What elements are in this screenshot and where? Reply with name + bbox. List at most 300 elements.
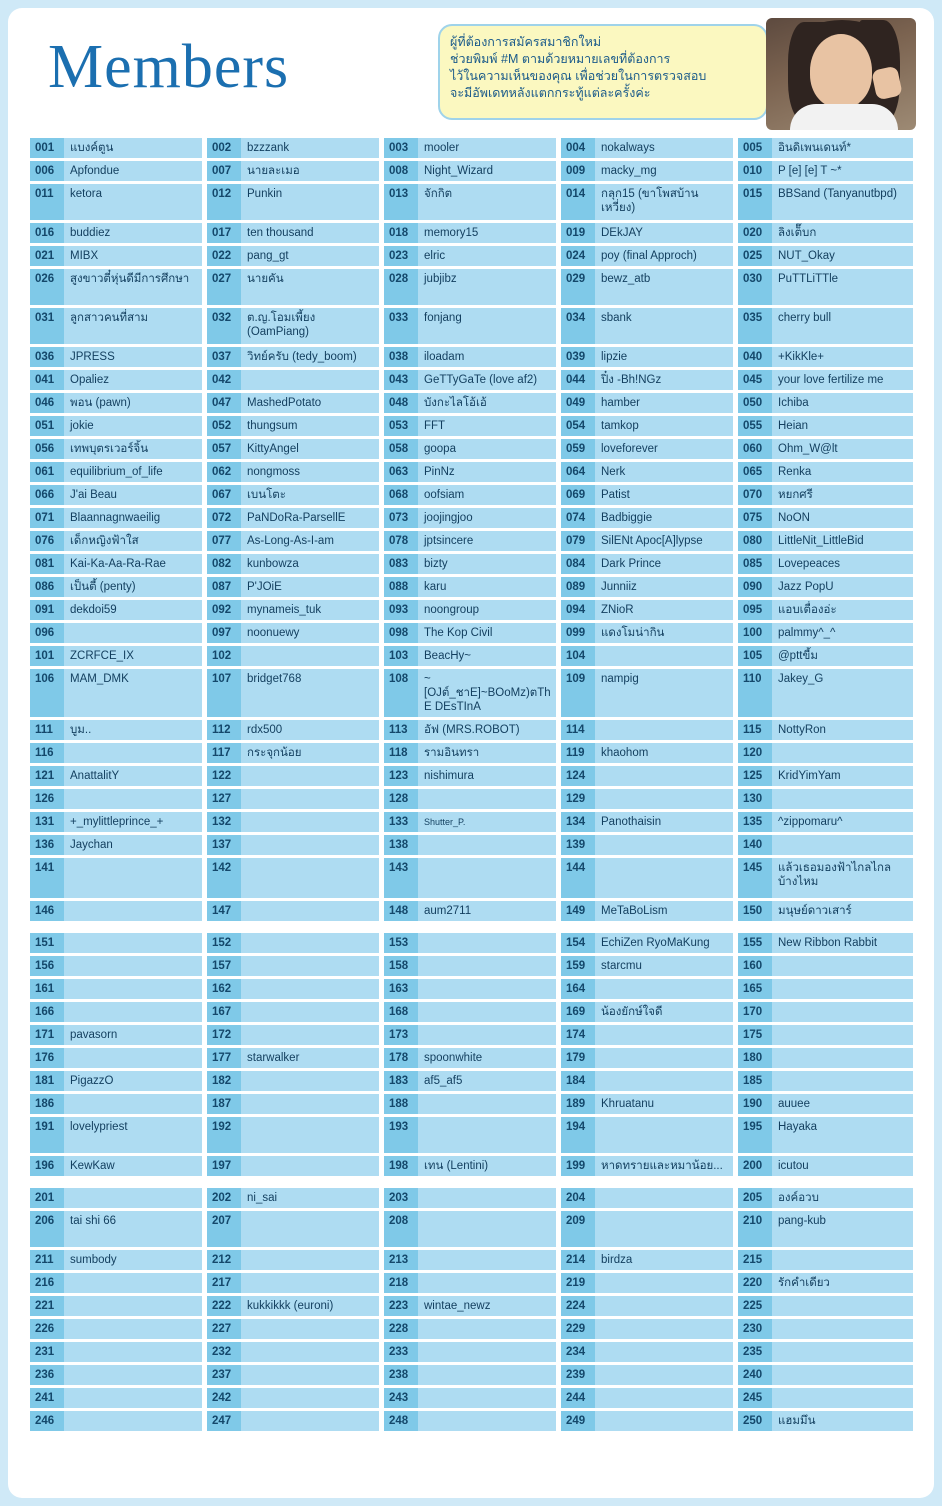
- member-cell[interactable]: [738, 393, 913, 413]
- member-cell[interactable]: [384, 1319, 556, 1339]
- member-cell[interactable]: [207, 835, 379, 855]
- member-cell[interactable]: [561, 858, 733, 898]
- member-cell[interactable]: [384, 1025, 556, 1045]
- member-cell[interactable]: [561, 901, 733, 921]
- member-cell[interactable]: [738, 485, 913, 505]
- member-name: Dark Prince: [595, 554, 733, 574]
- member-number: 185: [738, 1071, 772, 1091]
- member-number: 017: [207, 223, 241, 243]
- member-cell[interactable]: [738, 1273, 913, 1293]
- member-cell[interactable]: [561, 1211, 733, 1247]
- member-cell[interactable]: [561, 347, 733, 367]
- member-cell[interactable]: [30, 623, 202, 643]
- member-cell[interactable]: [561, 184, 733, 220]
- member-cell[interactable]: [384, 1117, 556, 1153]
- member-cell[interactable]: [207, 1411, 379, 1431]
- member-cell[interactable]: [30, 720, 202, 740]
- member-cell[interactable]: [561, 308, 733, 344]
- member-cell[interactable]: [207, 308, 379, 344]
- member-cell[interactable]: [384, 223, 556, 243]
- member-name: Punkin: [241, 184, 379, 220]
- member-cell[interactable]: [207, 416, 379, 436]
- member-cell[interactable]: [207, 743, 379, 763]
- member-cell[interactable]: [561, 531, 733, 551]
- member-cell[interactable]: [561, 812, 733, 832]
- member-cell[interactable]: [738, 1117, 913, 1153]
- member-name: [595, 1211, 733, 1247]
- member-cell[interactable]: [30, 370, 202, 390]
- member-cell[interactable]: [384, 370, 556, 390]
- member-cell[interactable]: [384, 485, 556, 505]
- member-cell[interactable]: [30, 161, 202, 181]
- member-cell[interactable]: [30, 933, 202, 953]
- member-name: palmmy^_^: [772, 623, 913, 643]
- member-cell[interactable]: [207, 439, 379, 459]
- member-cell[interactable]: [30, 1211, 202, 1247]
- member-cell[interactable]: [207, 184, 379, 220]
- member-cell[interactable]: [384, 1342, 556, 1362]
- member-cell[interactable]: [207, 1365, 379, 1385]
- member-number: 060: [738, 439, 772, 459]
- member-cell[interactable]: [561, 1071, 733, 1091]
- member-cell[interactable]: [30, 1048, 202, 1068]
- member-cell[interactable]: [561, 416, 733, 436]
- member-name: [241, 979, 379, 999]
- member-cell[interactable]: [207, 1002, 379, 1022]
- member-cell[interactable]: [384, 1048, 556, 1068]
- member-number: 081: [30, 554, 64, 574]
- member-cell[interactable]: [207, 393, 379, 413]
- member-cell[interactable]: [30, 1094, 202, 1114]
- member-cell[interactable]: [738, 462, 913, 482]
- member-name: [64, 1273, 202, 1293]
- member-cell[interactable]: [738, 1156, 913, 1176]
- member-cell[interactable]: [384, 789, 556, 809]
- member-name: เบนโตะ: [241, 485, 379, 505]
- member-number: 100: [738, 623, 772, 643]
- member-cell[interactable]: [561, 439, 733, 459]
- member-cell[interactable]: [207, 1342, 379, 1362]
- member-cell[interactable]: [30, 554, 202, 574]
- member-cell[interactable]: [738, 1002, 913, 1022]
- member-cell[interactable]: [561, 766, 733, 786]
- member-cell[interactable]: [30, 416, 202, 436]
- member-name: [241, 1071, 379, 1091]
- member-cell[interactable]: [738, 835, 913, 855]
- member-cell[interactable]: [207, 956, 379, 976]
- member-cell[interactable]: [30, 269, 202, 305]
- member-cell[interactable]: [738, 933, 913, 953]
- member-cell[interactable]: [561, 269, 733, 305]
- member-cell[interactable]: [384, 1071, 556, 1091]
- member-cell[interactable]: [738, 577, 913, 597]
- member-cell[interactable]: [561, 1048, 733, 1068]
- member-cell[interactable]: [561, 1156, 733, 1176]
- member-cell[interactable]: [561, 246, 733, 266]
- member-cell[interactable]: [384, 623, 556, 643]
- member-cell[interactable]: [207, 1048, 379, 1068]
- member-cell[interactable]: [738, 812, 913, 832]
- member-cell[interactable]: [30, 979, 202, 999]
- member-cell[interactable]: [384, 1273, 556, 1293]
- member-cell[interactable]: [384, 669, 556, 717]
- member-number: 167: [207, 1002, 241, 1022]
- member-cell[interactable]: [561, 933, 733, 953]
- member-cell[interactable]: [207, 223, 379, 243]
- member-cell[interactable]: [561, 577, 733, 597]
- member-cell[interactable]: [561, 956, 733, 976]
- member-cell[interactable]: [738, 1094, 913, 1114]
- member-cell[interactable]: [738, 370, 913, 390]
- member-cell[interactable]: [207, 1025, 379, 1045]
- member-cell[interactable]: [738, 766, 913, 786]
- member-cell[interactable]: [30, 766, 202, 786]
- member-cell[interactable]: [561, 161, 733, 181]
- member-cell[interactable]: [384, 600, 556, 620]
- member-cell[interactable]: [30, 600, 202, 620]
- member-cell[interactable]: [30, 577, 202, 597]
- member-cell[interactable]: [738, 508, 913, 528]
- member-cell[interactable]: [207, 1250, 379, 1270]
- member-number: 057: [207, 439, 241, 459]
- member-cell[interactable]: [207, 1156, 379, 1176]
- member-cell[interactable]: [738, 554, 913, 574]
- member-cell[interactable]: [561, 835, 733, 855]
- member-cell[interactable]: [384, 812, 556, 832]
- member-cell[interactable]: [384, 347, 556, 367]
- member-cell[interactable]: [384, 308, 556, 344]
- member-cell[interactable]: [384, 246, 556, 266]
- member-cell[interactable]: [207, 1188, 379, 1208]
- member-name: wintae_newz: [418, 1296, 556, 1316]
- member-cell[interactable]: [561, 789, 733, 809]
- member-cell[interactable]: [561, 1296, 733, 1316]
- member-cell[interactable]: [738, 1025, 913, 1045]
- member-cell[interactable]: [30, 138, 202, 158]
- member-cell[interactable]: [207, 577, 379, 597]
- member-cell[interactable]: [738, 439, 913, 459]
- member-cell[interactable]: [561, 1188, 733, 1208]
- table-row: [30, 1365, 914, 1385]
- member-cell[interactable]: [561, 462, 733, 482]
- member-cell[interactable]: [738, 308, 913, 344]
- member-cell[interactable]: [384, 462, 556, 482]
- member-number: 239: [561, 1365, 595, 1385]
- member-cell[interactable]: [30, 485, 202, 505]
- member-cell[interactable]: [30, 308, 202, 344]
- member-cell[interactable]: [384, 416, 556, 436]
- member-number: 066: [30, 485, 64, 505]
- member-cell[interactable]: [207, 623, 379, 643]
- member-cell[interactable]: [207, 246, 379, 266]
- member-cell[interactable]: [561, 1342, 733, 1362]
- member-number: 089: [561, 577, 595, 597]
- member-cell[interactable]: [738, 138, 913, 158]
- member-cell[interactable]: [738, 223, 913, 243]
- member-cell[interactable]: [30, 1117, 202, 1153]
- table-row: [30, 308, 914, 344]
- member-number: 114: [561, 720, 595, 740]
- member-cell[interactable]: [738, 858, 913, 898]
- member-cell[interactable]: [207, 1319, 379, 1339]
- member-name: lipzie: [595, 347, 733, 367]
- member-cell[interactable]: [384, 554, 556, 574]
- member-number: 004: [561, 138, 595, 158]
- member-cell[interactable]: [30, 531, 202, 551]
- member-cell[interactable]: [30, 789, 202, 809]
- member-cell[interactable]: [738, 646, 913, 666]
- member-cell[interactable]: [561, 393, 733, 413]
- member-cell[interactable]: [738, 161, 913, 181]
- member-cell[interactable]: [738, 416, 913, 436]
- member-cell[interactable]: [738, 1365, 913, 1385]
- member-cell[interactable]: [30, 462, 202, 482]
- member-cell[interactable]: [561, 1094, 733, 1114]
- member-cell[interactable]: [738, 1188, 913, 1208]
- member-cell[interactable]: [207, 1273, 379, 1293]
- member-cell[interactable]: [30, 901, 202, 921]
- member-cell[interactable]: [207, 600, 379, 620]
- member-cell[interactable]: [561, 1388, 733, 1408]
- member-cell[interactable]: [207, 789, 379, 809]
- member-cell[interactable]: [384, 1094, 556, 1114]
- member-cell[interactable]: [207, 1094, 379, 1114]
- member-cell[interactable]: [30, 393, 202, 413]
- member-cell[interactable]: [30, 184, 202, 220]
- table-row: [30, 933, 914, 953]
- member-name: auuee: [772, 1094, 913, 1114]
- member-cell[interactable]: [738, 184, 913, 220]
- member-cell[interactable]: [561, 600, 733, 620]
- member-cell[interactable]: [30, 439, 202, 459]
- member-cell[interactable]: [561, 1002, 733, 1022]
- member-cell[interactable]: [30, 956, 202, 976]
- member-cell[interactable]: [30, 1188, 202, 1208]
- member-cell[interactable]: [384, 743, 556, 763]
- member-cell[interactable]: [30, 743, 202, 763]
- member-cell[interactable]: [738, 269, 913, 305]
- member-cell[interactable]: [384, 1365, 556, 1385]
- member-cell[interactable]: [207, 812, 379, 832]
- member-cell[interactable]: [207, 462, 379, 482]
- member-cell[interactable]: [738, 979, 913, 999]
- member-cell[interactable]: [384, 933, 556, 953]
- member-cell[interactable]: [738, 1296, 913, 1316]
- member-cell[interactable]: [30, 347, 202, 367]
- member-name: ลูกสาวคนที่สาม: [64, 308, 202, 344]
- member-cell[interactable]: [384, 1388, 556, 1408]
- member-cell[interactable]: [384, 1002, 556, 1022]
- member-cell[interactable]: [561, 1273, 733, 1293]
- member-cell[interactable]: [738, 600, 913, 620]
- member-number: 170: [738, 1002, 772, 1022]
- member-cell[interactable]: [738, 669, 913, 717]
- member-cell[interactable]: [207, 508, 379, 528]
- member-cell[interactable]: [738, 623, 913, 643]
- member-cell[interactable]: [738, 1342, 913, 1362]
- member-cell[interactable]: [207, 1388, 379, 1408]
- member-cell[interactable]: [30, 646, 202, 666]
- member-name: นายคัน: [241, 269, 379, 305]
- member-cell[interactable]: [561, 720, 733, 740]
- member-cell[interactable]: [207, 138, 379, 158]
- member-number: 126: [30, 789, 64, 809]
- member-cell[interactable]: [738, 956, 913, 976]
- member-cell[interactable]: [30, 1365, 202, 1385]
- member-number: 192: [207, 1117, 241, 1153]
- member-number: 034: [561, 308, 595, 344]
- member-cell[interactable]: [561, 508, 733, 528]
- member-cell[interactable]: [384, 508, 556, 528]
- member-cell[interactable]: [30, 1156, 202, 1176]
- member-name: nishimura: [418, 766, 556, 786]
- member-cell[interactable]: [561, 646, 733, 666]
- member-cell[interactable]: [30, 1411, 202, 1431]
- member-cell[interactable]: [30, 246, 202, 266]
- member-cell[interactable]: [561, 623, 733, 643]
- member-cell[interactable]: [738, 1319, 913, 1339]
- member-cell[interactable]: [207, 720, 379, 740]
- member-cell[interactable]: [384, 979, 556, 999]
- member-cell[interactable]: [738, 531, 913, 551]
- member-cell[interactable]: [561, 485, 733, 505]
- member-cell[interactable]: [384, 1296, 556, 1316]
- member-cell[interactable]: [738, 1388, 913, 1408]
- table-row: [30, 858, 914, 898]
- member-cell[interactable]: [561, 138, 733, 158]
- member-cell[interactable]: [30, 1250, 202, 1270]
- member-name: กลุก15 (ขาโพสบ้านเหวี่ยง): [595, 184, 733, 220]
- member-cell[interactable]: [30, 1071, 202, 1091]
- member-cell[interactable]: [384, 138, 556, 158]
- member-cell[interactable]: [384, 858, 556, 898]
- member-cell[interactable]: [207, 901, 379, 921]
- member-cell[interactable]: [561, 554, 733, 574]
- member-cell[interactable]: [738, 347, 913, 367]
- member-cell[interactable]: [384, 393, 556, 413]
- member-cell[interactable]: [30, 812, 202, 832]
- member-name: starwalker: [241, 1048, 379, 1068]
- member-cell[interactable]: [384, 1250, 556, 1270]
- member-cell[interactable]: [207, 1071, 379, 1091]
- member-cell[interactable]: [384, 439, 556, 459]
- member-name: khaohom: [595, 743, 733, 763]
- member-number: 140: [738, 835, 772, 855]
- member-cell[interactable]: [384, 835, 556, 855]
- member-cell[interactable]: [207, 269, 379, 305]
- member-cell[interactable]: [738, 1048, 913, 1068]
- member-cell[interactable]: [207, 347, 379, 367]
- member-number: 121: [30, 766, 64, 786]
- member-name: ni_sai: [241, 1188, 379, 1208]
- member-cell[interactable]: [207, 933, 379, 953]
- member-cell[interactable]: [30, 508, 202, 528]
- member-cell[interactable]: [30, 1319, 202, 1339]
- member-cell[interactable]: [384, 646, 556, 666]
- member-cell[interactable]: [207, 1211, 379, 1247]
- member-cell[interactable]: [561, 743, 733, 763]
- member-cell[interactable]: [384, 161, 556, 181]
- member-cell[interactable]: [30, 835, 202, 855]
- member-cell[interactable]: [30, 1296, 202, 1316]
- member-cell[interactable]: [561, 223, 733, 243]
- member-cell[interactable]: [738, 1071, 913, 1091]
- member-number: 228: [384, 1319, 418, 1339]
- member-cell[interactable]: [207, 370, 379, 390]
- member-cell[interactable]: [207, 1117, 379, 1153]
- member-cell[interactable]: [384, 956, 556, 976]
- member-name: [418, 1002, 556, 1022]
- member-cell[interactable]: [561, 1365, 733, 1385]
- member-cell[interactable]: [384, 1156, 556, 1176]
- member-cell[interactable]: [384, 1411, 556, 1431]
- member-cell[interactable]: [207, 485, 379, 505]
- member-cell[interactable]: [738, 720, 913, 740]
- member-cell[interactable]: [384, 766, 556, 786]
- member-number: 026: [30, 269, 64, 305]
- member-cell[interactable]: [207, 161, 379, 181]
- member-cell[interactable]: [561, 669, 733, 717]
- member-cell[interactable]: [207, 554, 379, 574]
- member-name: [241, 835, 379, 855]
- member-cell[interactable]: [384, 1188, 556, 1208]
- member-cell[interactable]: [207, 979, 379, 999]
- member-cell[interactable]: [561, 1025, 733, 1045]
- member-cell[interactable]: [384, 184, 556, 220]
- member-cell[interactable]: [30, 1388, 202, 1408]
- member-cell[interactable]: [738, 1211, 913, 1247]
- member-cell[interactable]: [30, 223, 202, 243]
- member-cell[interactable]: [30, 669, 202, 717]
- member-number: 058: [384, 439, 418, 459]
- member-cell[interactable]: [207, 1296, 379, 1316]
- member-cell[interactable]: [30, 1342, 202, 1362]
- member-cell[interactable]: [738, 901, 913, 921]
- member-cell[interactable]: [738, 246, 913, 266]
- member-cell[interactable]: [207, 531, 379, 551]
- member-cell[interactable]: [30, 1025, 202, 1045]
- member-cell[interactable]: [561, 1319, 733, 1339]
- member-name: buddiez: [64, 223, 202, 243]
- member-cell[interactable]: [384, 577, 556, 597]
- member-cell[interactable]: [384, 720, 556, 740]
- member-cell[interactable]: [30, 858, 202, 898]
- member-number: 153: [384, 933, 418, 953]
- member-cell[interactable]: [384, 531, 556, 551]
- member-cell[interactable]: [738, 789, 913, 809]
- member-cell[interactable]: [30, 1273, 202, 1293]
- member-cell[interactable]: [207, 669, 379, 717]
- member-cell[interactable]: [384, 1211, 556, 1247]
- member-cell[interactable]: [384, 269, 556, 305]
- member-cell[interactable]: [738, 743, 913, 763]
- member-cell[interactable]: [207, 858, 379, 898]
- member-cell[interactable]: [384, 901, 556, 921]
- member-cell[interactable]: [738, 1250, 913, 1270]
- member-cell[interactable]: [207, 646, 379, 666]
- member-cell[interactable]: [561, 1250, 733, 1270]
- member-cell[interactable]: [561, 1411, 733, 1431]
- member-name: bizty: [418, 554, 556, 574]
- member-cell[interactable]: [738, 1411, 913, 1431]
- table-row: [30, 439, 914, 459]
- member-cell[interactable]: [561, 1117, 733, 1153]
- member-cell[interactable]: [207, 766, 379, 786]
- member-cell[interactable]: [561, 979, 733, 999]
- member-cell[interactable]: [30, 1002, 202, 1022]
- member-number: 091: [30, 600, 64, 620]
- member-cell[interactable]: [561, 370, 733, 390]
